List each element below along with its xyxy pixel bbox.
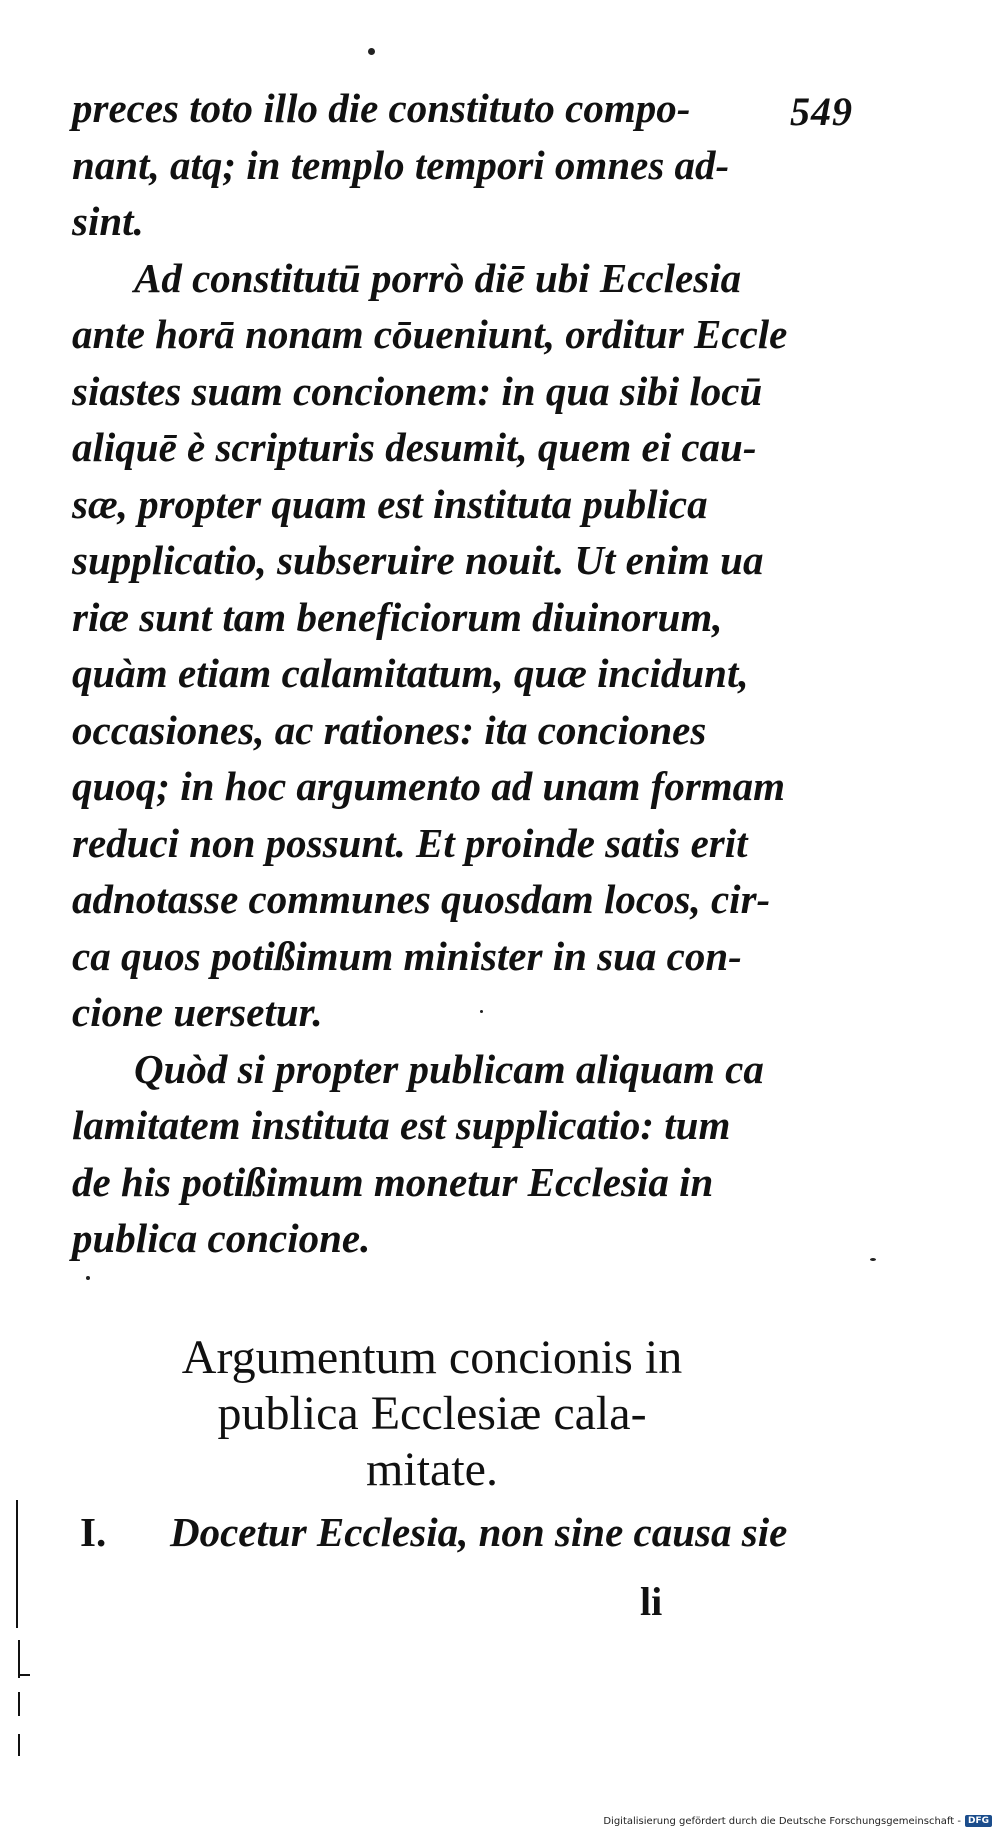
margin-rule <box>18 1674 30 1676</box>
text-line: supplicatio, subseruire nouit. Ut enim ua <box>72 537 764 583</box>
margin-rule <box>16 1500 18 1628</box>
numbered-item <box>80 1508 800 1556</box>
ink-speck <box>86 1276 90 1280</box>
ink-speck <box>480 1010 483 1013</box>
text-line: sæ, propter quam est instituta publica <box>72 480 708 527</box>
text-line: siastes suam concionem: in qua sibi locū <box>72 367 763 414</box>
ink-speck <box>368 48 375 55</box>
text-line: quoq; in hoc argumento ad unam formam <box>72 763 786 809</box>
text-line: nant, atq; in templo tempori omnes ad- <box>72 141 730 188</box>
catchword: li <box>640 1579 663 1624</box>
text-line: riæ sunt tam beneficiorum diuinorum, <box>72 593 723 640</box>
body-text <box>72 80 792 1267</box>
item-text: Docetur Ecclesia, non sine causa sie <box>170 1509 788 1555</box>
text-line: aliquē è scripturis desumit, quem ei cau- <box>72 424 757 470</box>
text-line: ca quos potißimum minister in sua con- <box>72 932 742 979</box>
heading-line: mitate. <box>366 1443 498 1496</box>
text-line: occasiones, ac rationes: ita conciones <box>72 706 707 753</box>
text-line: sint. <box>72 198 144 244</box>
credit-text: Digitalisierung gefördert durch die Deutsche Forschungsgemeinschaft - <box>603 1815 961 1827</box>
section-heading <box>72 1330 792 1498</box>
text-line: adnotasse communes quosdam locos, cir- <box>72 876 771 922</box>
text-line: preces toto illo die constituto compo- <box>72 85 691 131</box>
text-line: ante horā nonam cōueniunt, orditur Eccle <box>72 311 788 357</box>
text-line: cione uersetur. <box>72 989 323 1035</box>
heading-line: Argumentum concionis in <box>181 1331 683 1384</box>
text-line: reduci non possunt. Et proinde satis erit <box>72 819 748 866</box>
text-line: publica concione. <box>72 1215 371 1261</box>
text-line: lamitatem instituta est supplicatio: tum <box>72 1102 731 1148</box>
text-line: quàm etiam calamitatum, quæ incidunt, <box>72 650 749 696</box>
text-line: Ad constitutū porrò diē ubi Ecclesia <box>134 254 742 301</box>
text-line: de his potißimum monetur Ecclesia in <box>72 1158 714 1205</box>
heading-line: publica Ecclesiæ cala- <box>217 1387 647 1440</box>
page-number: 549 <box>790 89 853 134</box>
item-number: I. <box>80 1509 107 1555</box>
dfg-logo-icon: DFG <box>965 1815 992 1827</box>
digitization-credit <box>603 1813 992 1829</box>
ink-speck <box>870 1258 876 1261</box>
margin-rule <box>18 1640 20 1678</box>
text-line: Quòd si propter publicam aliquam ca <box>134 1045 764 1092</box>
margin-rule <box>18 1692 20 1716</box>
margin-rule <box>18 1734 20 1756</box>
